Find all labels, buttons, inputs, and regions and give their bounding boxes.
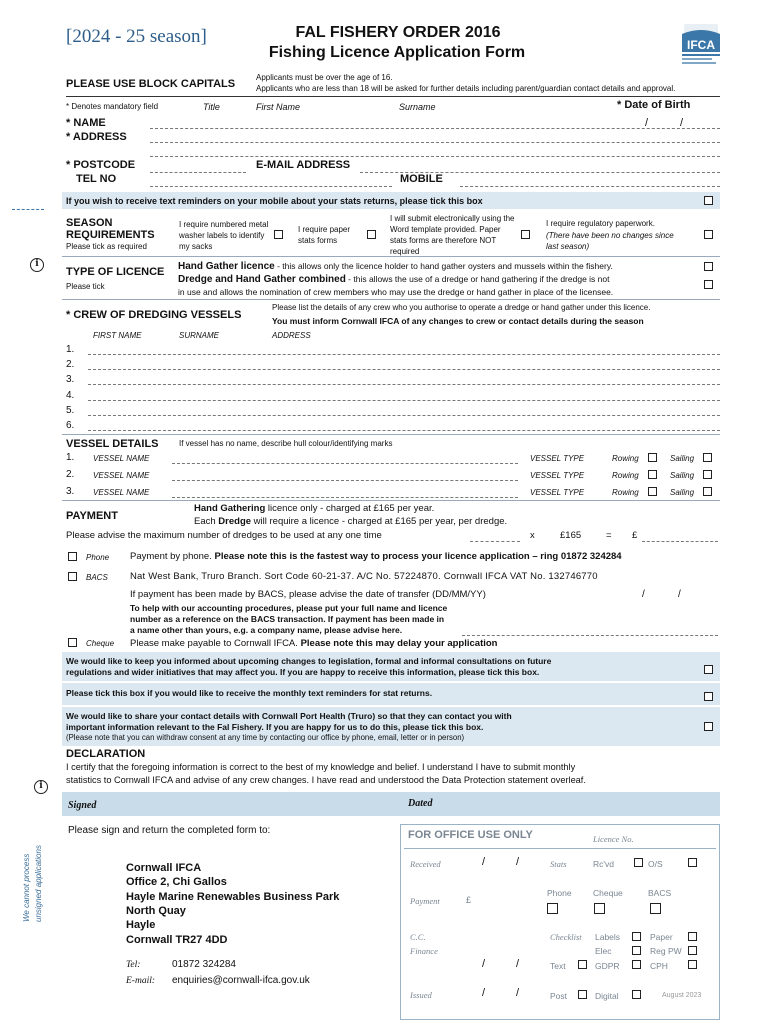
- payment-label: PAYMENT: [66, 510, 118, 522]
- sailing-checkbox[interactable]: [703, 470, 712, 479]
- issued-slash-1: /: [482, 987, 486, 999]
- version-date: August 2023: [662, 992, 702, 999]
- regulatory-checkbox[interactable]: [704, 230, 713, 239]
- crew-row-input[interactable]: [88, 430, 720, 431]
- sailing-label: Sailing: [670, 471, 695, 480]
- declaration-text-2: statistics to Cornwall IFCA and advise of any crew changes. I have read and understood the Data Protection statement overleaf.: [66, 775, 586, 785]
- form-title: FAL FISHERY ORDER 2016: [295, 24, 501, 41]
- tel-label-footer: Tel:: [126, 960, 141, 970]
- crew-address-col: ADDRESS: [272, 331, 311, 340]
- crew-row-input[interactable]: [88, 384, 720, 385]
- address-input-2[interactable]: [150, 156, 720, 157]
- paper-label: Paper: [650, 932, 673, 942]
- finance-label: Finance: [410, 946, 438, 956]
- ifca-logo: [678, 22, 724, 66]
- crew-note-2: You must inform Cornwall IFCA of any changes to crew or contact details during the season: [272, 316, 644, 326]
- rowing-label: Rowing: [612, 471, 639, 480]
- mandatory-note: * Denotes mandatory field: [66, 102, 159, 111]
- unsigned-note: We cannot process unsigned applications: [22, 845, 43, 922]
- consent-3c: (Please note that you can withdraw consent at any time by contacting our office by phone, email, letter or in person): [66, 733, 465, 742]
- regpw-label: Reg PW: [650, 946, 682, 956]
- labels-label: Labels: [595, 932, 621, 942]
- dob-slash-1: /: [645, 117, 649, 129]
- crew-note-1: Please list the details of any crew who you authorise to operate a dredge or hand gather under this licence.: [272, 303, 651, 312]
- office-payment-label: Payment: [410, 896, 440, 906]
- electronic-checkbox[interactable]: [521, 230, 530, 239]
- vessel-name-input[interactable]: [172, 497, 518, 498]
- equals-sign: =: [606, 530, 612, 541]
- consent-1a: We would like to keep you informed about upcoming changes to legislation, formal and informal consultations on future: [66, 656, 552, 666]
- consent-1b: regulations and wider initiatives that may affect you. If you are happy to receive this information, please tick this box.: [66, 667, 540, 677]
- mobile-input[interactable]: [460, 186, 720, 187]
- gdpr-label: GDPR: [595, 961, 620, 971]
- rowing-label: Rowing: [612, 454, 639, 463]
- phone-label: Phone: [86, 553, 110, 562]
- sailing-checkbox[interactable]: [703, 453, 712, 462]
- crew-row-input[interactable]: [88, 369, 720, 370]
- form-subtitle: Fishing Licence Application Form: [268, 44, 526, 61]
- bacs-help-2: number as a reference on the BACS transaction. If payment has been made in: [130, 614, 445, 624]
- dredge-count-input[interactable]: [470, 541, 520, 542]
- consent-port-health-checkbox[interactable]: [704, 722, 713, 731]
- declaration-label: DECLARATION: [66, 748, 146, 760]
- season-label-1: SEASON: [66, 217, 113, 229]
- bacs-slash-1: /: [642, 589, 645, 600]
- crew-row-number: 5.: [66, 404, 75, 416]
- vessel-name-input[interactable]: [172, 480, 518, 481]
- vessel-type-label: VESSEL TYPE: [530, 471, 585, 480]
- opt-paper-stats: I require paper stats forms: [298, 225, 351, 245]
- consent-3a: We would like to share your contact details with Cornwall Port Health (Truro) so that they can contact you with: [66, 711, 512, 721]
- info-icon: i: [30, 258, 44, 272]
- stats-label: Stats: [550, 859, 567, 869]
- total-pound: £: [632, 530, 638, 541]
- cph-label: CPH: [650, 961, 668, 971]
- os-checkbox[interactable]: [688, 858, 697, 867]
- return-address-line: Cornwall IFCA: [126, 862, 202, 874]
- crew-first-col: FIRST NAME: [93, 331, 142, 340]
- signature-field[interactable]: [120, 794, 390, 814]
- office-use-title: FOR OFFICE USE ONLY: [408, 829, 533, 841]
- season-label-2: REQUIREMENTS: [66, 229, 155, 241]
- rcvd-checkbox[interactable]: [634, 858, 643, 867]
- opt-electronic: I will submit electronically using the Word template provided. Paper stats forms are therefore NOT required: [390, 214, 515, 256]
- finance-slash-1: /: [482, 958, 486, 970]
- office-phone-label: Phone: [547, 888, 572, 898]
- office-cheque-label: Cheque: [593, 888, 623, 898]
- gdpr-checkbox[interactable]: [632, 960, 641, 969]
- email-label-footer: E-mail:: [126, 976, 156, 986]
- return-address-line: Hayle Marine Renewables Business Park: [126, 890, 340, 903]
- paper-checkbox[interactable]: [688, 932, 697, 941]
- svg-text:IFCA: IFCA: [687, 38, 715, 52]
- season-label: [2024 - 25 season]: [66, 26, 207, 47]
- consent-updates-checkbox[interactable]: [704, 665, 713, 674]
- received-label: Received: [410, 859, 441, 869]
- cc-label: C.C.: [410, 932, 426, 942]
- fee-amount: £165: [560, 530, 582, 541]
- block-capitals-note: PLEASE USE BLOCK CAPITALS: [66, 78, 236, 90]
- sailing-label: Sailing: [670, 454, 695, 463]
- licence-hint: Please tick: [66, 282, 105, 291]
- mobile-label: MOBILE: [400, 173, 443, 185]
- reminder-checkbox[interactable]: [704, 196, 713, 205]
- times-sign: x: [530, 530, 535, 541]
- info-icon-declaration: i: [34, 780, 48, 794]
- opt-washer-labels: I require numbered metal washer labels to identify my sacks: [179, 220, 269, 251]
- paper-stats-checkbox[interactable]: [367, 230, 376, 239]
- regpw-checkbox[interactable]: [688, 946, 697, 955]
- checklist-label: Checklist: [550, 932, 582, 942]
- opt-regulatory: I require regulatory paperwork.: [546, 219, 655, 228]
- postcode-input[interactable]: [150, 172, 246, 173]
- hand-gather-checkbox[interactable]: [704, 262, 713, 271]
- consent-reminders-checkbox[interactable]: [704, 692, 713, 701]
- finance-slash-2: /: [516, 958, 520, 970]
- consent-3b: important information relevant to the Fal Fishery. If you are happy for us to do this, please tick this box.: [66, 722, 484, 732]
- vessel-name-label: VESSEL NAME: [93, 488, 150, 497]
- text-label: Text: [550, 961, 566, 971]
- tel-number: 01872 324284: [172, 959, 236, 970]
- rcvd-label: Rc'vd: [593, 859, 614, 869]
- dob-slash-2: /: [680, 117, 684, 129]
- office-bacs-label: BACS: [648, 888, 672, 898]
- total-input[interactable]: [642, 541, 718, 542]
- digital-label: Digital: [595, 991, 619, 1001]
- labels-checkbox[interactable]: [632, 932, 641, 941]
- postcode-label: * POSTCODE: [66, 159, 136, 171]
- rowing-label: Rowing: [612, 488, 639, 497]
- address-label: * ADDRESS: [66, 131, 127, 143]
- post-checkbox[interactable]: [578, 990, 587, 999]
- tel-label: TEL NO: [76, 173, 117, 185]
- issued-label: Issued: [410, 990, 432, 1000]
- elec-checkbox[interactable]: [632, 946, 641, 955]
- address-input-1[interactable]: [150, 142, 720, 143]
- bacs-bank-details: Nat West Bank, Truro Branch. Sort Code 60-21-37. A/C No. 57224870. Cornwall IFCA VAT No. 132746770: [130, 571, 598, 582]
- return-address-line: Hayle: [126, 919, 156, 932]
- tel-input[interactable]: [150, 186, 392, 187]
- vessel-name-label: VESSEL NAME: [93, 454, 150, 463]
- dredge-checkbox[interactable]: [704, 280, 713, 289]
- crew-row-number: 1.: [66, 344, 75, 355]
- return-address-line: Cornwall TR27 4DD: [126, 933, 228, 946]
- office-bacs-checkbox[interactable]: [650, 903, 661, 914]
- office-cheque-checkbox[interactable]: [594, 903, 605, 914]
- rowing-checkbox[interactable]: [648, 470, 657, 479]
- text-checkbox[interactable]: [578, 960, 587, 969]
- vessel-type-label: VESSEL TYPE: [530, 488, 585, 497]
- reminder-text: If you wish to receive text reminders on your mobile about your stats returns, please tick this box: [66, 196, 483, 206]
- opt-regulatory-note: (There have been no changes since last season): [546, 231, 674, 251]
- declaration-text-1: I certify that the foregoing information is correct to the best of my knowledge and belief. I understand I have to submit monthly: [66, 762, 576, 772]
- crew-row-input[interactable]: [88, 415, 720, 416]
- post-label: Post: [550, 991, 568, 1001]
- email-label: E-MAIL ADDRESS: [256, 159, 351, 171]
- age-note-2: Applicants who are less than 18 will be asked for further details including parent/guardian contact details and approval.: [256, 84, 676, 93]
- crew-row-input[interactable]: [88, 354, 720, 355]
- os-label: O/S: [648, 859, 663, 869]
- vessel-name-input[interactable]: [172, 463, 518, 464]
- cheque-text: Please make payable to Cornwall IFCA. Please note this may delay your application: [130, 638, 498, 649]
- crew-row-number: 4.: [66, 389, 75, 401]
- dredge-option-2: in use and allows the nomination of crew members who may use the dredge or hand gather in place of the licensee.: [178, 287, 614, 297]
- return-address-line: Office 2, Chi Gallos: [126, 876, 227, 889]
- hand-gather-option: Hand Gather licence - this allows only the licence holder to hand gather oysters and mussels within the fishery.: [178, 261, 613, 272]
- vessel-row-number: 2.: [66, 469, 75, 480]
- bacs-date-prompt: If payment has been made by BACS, please advise the date of transfer (DD/MM/YY): [130, 589, 486, 600]
- first-name-column: First Name: [256, 102, 301, 112]
- vessel-type-label: VESSEL TYPE: [530, 454, 585, 463]
- bacs-checkbox[interactable]: [68, 572, 77, 581]
- email-address[interactable]: enquiries@cornwall-ifca.gov.uk: [172, 975, 310, 986]
- crew-row-number: 6.: [66, 420, 75, 431]
- licence-type-label: TYPE OF LICENCE: [66, 266, 165, 278]
- office-phone-checkbox[interactable]: [547, 903, 558, 914]
- dredge-option: Dredge and Hand Gather combined - this allows the use of a dredge or hand gathering if the dredge is not: [178, 274, 610, 285]
- elec-label: Elec: [595, 946, 612, 956]
- return-address-line: North Quay: [126, 904, 186, 917]
- crew-row-number: 3.: [66, 374, 75, 386]
- crew-surname-col: SURNAME: [179, 331, 220, 340]
- sailing-label: Sailing: [670, 488, 695, 497]
- season-hint: Please tick as required: [66, 242, 147, 251]
- cheque-checkbox[interactable]: [68, 638, 77, 647]
- phone-payment-text: Payment by phone. Please note this is the fastest way to process your licence application – ring 01872 324284: [130, 551, 622, 562]
- digital-checkbox[interactable]: [632, 990, 641, 999]
- bacs-label: BACS: [86, 573, 108, 582]
- issued-slash-2: /: [516, 987, 520, 999]
- received-slash-1: /: [482, 856, 486, 868]
- date-field[interactable]: [446, 794, 716, 814]
- sign-return-note: Please sign and return the completed form to:: [68, 825, 271, 836]
- licence-no-label: Licence No.: [593, 834, 634, 844]
- age-note-1: Applicants must be over the age of 16.: [256, 73, 393, 82]
- bacs-help-1: To help with our accounting procedures, please put your full name and licence: [130, 603, 448, 613]
- rowing-checkbox[interactable]: [648, 453, 657, 462]
- phone-checkbox[interactable]: [68, 552, 77, 561]
- consent-2: Please tick this box if you would like to receive the monthly text reminders for stat returns.: [66, 688, 433, 698]
- bacs-slash-2: /: [678, 589, 681, 600]
- hand-gathering-fee: Hand Gathering licence only - charged at £165 per year.: [194, 503, 435, 514]
- crew-label: * CREW OF DREDGING VESSELS: [66, 309, 242, 321]
- bacs-name-input[interactable]: [462, 635, 718, 636]
- dob-label: * Date of Birth: [617, 99, 691, 111]
- title-column: Title: [203, 102, 220, 112]
- washer-labels-checkbox[interactable]: [274, 230, 283, 239]
- surname-column: Surname: [399, 102, 436, 112]
- dredge-count-prompt: Please advise the maximum number of dredges to be used at any one time: [66, 530, 382, 541]
- vessel-label: VESSEL DETAILS: [66, 438, 159, 450]
- vessel-row-number: 3.: [66, 486, 75, 497]
- crew-row-number: 2.: [66, 359, 75, 371]
- name-input[interactable]: [150, 128, 720, 129]
- cph-checkbox[interactable]: [688, 960, 697, 969]
- dated-label: Dated: [408, 798, 433, 809]
- received-slash-2: /: [516, 856, 520, 868]
- name-label: * NAME: [66, 117, 106, 129]
- vessel-note: If vessel has no name, describe hull colour/identifying marks: [179, 439, 393, 448]
- vessel-row-number: 1.: [66, 452, 75, 463]
- office-pound: £: [466, 895, 472, 905]
- crew-row-input[interactable]: [88, 400, 720, 401]
- sailing-checkbox[interactable]: [703, 487, 712, 496]
- rowing-checkbox[interactable]: [648, 487, 657, 496]
- cheque-label: Cheque: [86, 639, 115, 648]
- signed-label: Signed: [68, 800, 97, 811]
- bacs-help-3: a name other than yours, e.g. a company name, please advise here.: [130, 625, 403, 635]
- dredge-fee: Each Dredge will require a licence - charged at £165 per year, per dredge.: [194, 516, 508, 527]
- vessel-name-label: VESSEL NAME: [93, 471, 150, 480]
